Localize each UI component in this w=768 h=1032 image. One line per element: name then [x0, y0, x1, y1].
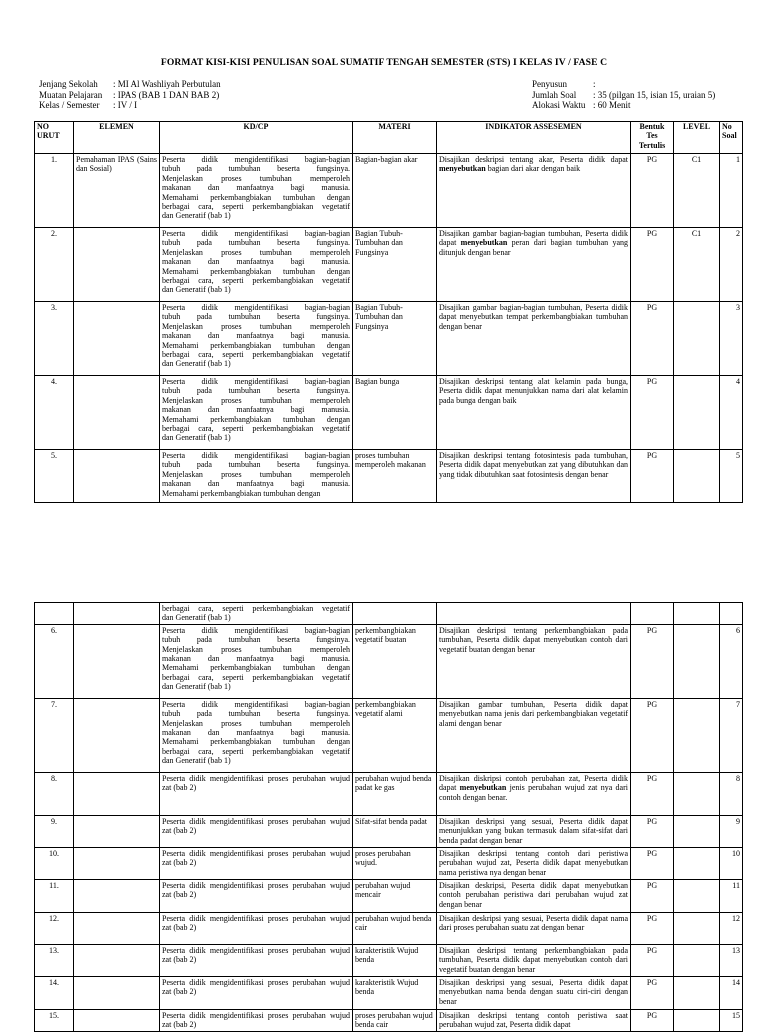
meta-key: Penyusun	[532, 79, 568, 89]
cell-no-soal: 3	[720, 302, 743, 376]
meta-key: Jumlah Soal	[532, 89, 577, 100]
meta-value: : 35 (pilgan 15, isian 15, uraian 5)	[593, 89, 716, 100]
table-row	[35, 1009, 743, 1031]
cell-indikator	[437, 450, 631, 503]
indikator-text: Disajikan deskripsi tentang alat kelamin pada bunga, Peserta didik dapat menunjukkan nama dari alat kelamin pada bunga dengan baik	[439, 377, 628, 405]
kd-line: makanan dan manfaatnya bagi manusia.	[162, 331, 350, 341]
cell-no-soal: 8	[720, 772, 743, 815]
indikator-text: Disajikan gambar tumbuhan, Peserta didik dapat menyebutkan nama jenis dari perkembangbiakan vegetatif alami dengan benar	[439, 699, 628, 728]
cell-no: 7.	[35, 698, 74, 772]
kd-line: Memahami perkembangbiakan tumbuhan dengan	[162, 192, 350, 202]
header-indikator: INDIKATOR ASSESEMEN	[437, 122, 631, 154]
kd-line: Peserta didik mengidentifikasi bagian-bagian	[162, 625, 350, 635]
table-row	[35, 847, 743, 879]
kd-line: makanan dan manfaatnya bagi manusia.	[162, 728, 350, 738]
cell-level	[674, 624, 720, 698]
indikator-text: jenis perubahan wujud zat nya dari contoh dengan benar.	[439, 783, 628, 802]
cell-bentuk: PG	[631, 772, 674, 815]
kd-line: Menjelaskan proses tumbuhan memperoleh	[162, 469, 350, 479]
cell-level	[674, 603, 720, 625]
table-row	[35, 976, 743, 1009]
cell-no-soal: 14	[720, 976, 743, 1009]
cell-indikator	[437, 302, 631, 376]
meta-key: Muatan Pelajaran	[39, 89, 103, 100]
meta-key: Jenjang Sekolah	[39, 79, 98, 89]
header-bentuk-tes: Bentuk Tes Tertulis	[631, 122, 674, 154]
cell-materi: Bagian-bagian akar	[353, 154, 437, 228]
table-row	[35, 698, 743, 772]
indikator-emphasis: menyebutkan	[439, 164, 486, 174]
kd-line: dan Generatif (bab 1)	[162, 613, 231, 623]
cell-kd-cp: Peserta didik mengidentifikasi proses perubahan wujud zat (bab 2)	[160, 1009, 353, 1031]
cell-indikator	[437, 847, 631, 879]
kd-line: tubuh pada tumbuhan beserta fungsinya.	[162, 386, 350, 396]
cell-elemen	[74, 847, 160, 879]
cell-elemen	[74, 302, 160, 376]
table-row	[35, 624, 743, 698]
indikator-text: Disajikan deskripsi, Peserta didik dapat menyebutkan contoh perubahan peristiwa dari perubahan wujud zat dengan benar	[439, 880, 628, 909]
cell-no: 15.	[35, 1009, 74, 1031]
cell-bentuk: PG	[631, 624, 674, 698]
table-row	[35, 302, 743, 376]
cell-kd-cp: Peserta didik mengidentifikasi proses perubahan wujud zat (bab 2)	[160, 976, 353, 1009]
indikator-text: Disajikan deskripsi tentang perkembangbiakan pada tumbuhan, Peserta didik dapat menyebutkan contoh dari vegetatif buatan dengan benar	[439, 945, 628, 974]
indikator-emphasis: menyebutkan	[460, 238, 508, 248]
cell-materi: perkembangbiakan vegetatif alami	[353, 698, 437, 772]
kd-line: Memahami perkembangbiakan tumbuhan dengan	[162, 266, 350, 276]
indikator-text: Disajikan deskripsi tentang fotosintesis pada tumbuhan, Peserta didik dapat menyebutkan zat yang dibutuhkan dan yang tidak dibutuhkan saat fotosintesis dengan benar	[439, 451, 628, 479]
cell-materi: perubahan wujud mencair	[353, 879, 437, 912]
indikator-text: Disajikan diskripsi contoh perubahan zat, Peserta didik dapat	[439, 773, 628, 793]
kd-line: berbagai cara, seperti perkembangbiakan vegetatif	[162, 424, 350, 434]
indikator-text: Disajikan deskripsi yang sesuai, Peserta didik dapat menunjukkan yang bukan termasuk dalam sifat-sifat dari benda padat dengan benar	[439, 816, 628, 845]
cell-bentuk: PG	[631, 976, 674, 1009]
kd-line: tubuh pada tumbuhan beserta fungsinya.	[162, 635, 350, 645]
kd-line: Menjelaskan proses tumbuhan memperoleh	[162, 173, 350, 183]
cell-bentuk: PG	[631, 912, 674, 944]
kd-line: Peserta didik mengidentifikasi bagian-bagian	[162, 303, 350, 312]
cell-level	[674, 976, 720, 1009]
kd-line: Menjelaskan proses tumbuhan memperoleh	[162, 321, 350, 331]
cell-elemen: Pemahaman IPAS (Sains dan Sosial)	[74, 154, 160, 228]
kd-line: dan Generatif (bab 1)	[162, 756, 231, 766]
cell-no: 6.	[35, 624, 74, 698]
cell-no-soal: 7	[720, 698, 743, 772]
cell-indikator	[437, 228, 631, 302]
cell-materi: proses tumbuhan memperoleh makanan	[353, 450, 437, 503]
cell-bentuk: PG	[631, 847, 674, 879]
kd-line: berbagai cara, seperti perkembangbiakan vegetatif	[162, 276, 350, 286]
header-no-soal: No Soal	[720, 122, 743, 154]
kd-line: Menjelaskan proses tumbuhan memperoleh	[162, 247, 350, 257]
cell-indikator	[437, 815, 631, 847]
cell-bentuk: PG	[631, 450, 674, 503]
cell-bentuk	[631, 603, 674, 625]
cell-materi: perubahan wujud benda padat ke gas	[353, 772, 437, 815]
cell-bentuk: PG	[631, 376, 674, 450]
kd-line: Peserta didik mengidentifikasi bagian-bagian	[162, 451, 350, 460]
cell-kd-cp	[160, 624, 353, 698]
cell-bentuk: PG	[631, 228, 674, 302]
kd-line: Memahami perkembangbiakan tumbuhan dengan	[162, 488, 321, 498]
kd-line: Peserta didik mengidentifikasi bagian-bagian	[162, 155, 350, 164]
cell-bentuk: PG	[631, 944, 674, 976]
cell-level	[674, 912, 720, 944]
table-row	[35, 912, 743, 944]
cell-materi: proses perubahan wujud.	[353, 847, 437, 879]
indikator-text: Disajikan deskripsi yang sesuai, Peserta didik dapat nama dari proses perubahan suatu zat dengan benar	[439, 913, 628, 933]
kd-line: Peserta didik mengidentifikasi bagian-bagian	[162, 377, 350, 386]
cell-no-soal: 11	[720, 879, 743, 912]
cell-level: C1	[674, 228, 720, 302]
indikator-text: Disajikan deskripsi tentang akar, Peserta didik dapat	[439, 155, 628, 164]
cell-elemen	[74, 944, 160, 976]
cell-kd-cp: Peserta didik mengidentifikasi proses perubahan wujud zat (bab 2)	[160, 815, 353, 847]
cell-materi: perkembangbiakan vegetatif buatan	[353, 624, 437, 698]
cell-no-soal: 10	[720, 847, 743, 879]
indikator-text: peran dari bagian tumbuhan yang ditunjuk dengan benar	[439, 238, 629, 257]
cell-kd-cp: Peserta didik mengidentifikasi proses perubahan wujud zat (bab 2)	[160, 772, 353, 815]
cell-no-soal: 15	[720, 1009, 743, 1031]
meta-key: Kelas / Semester	[39, 100, 100, 110]
cell-bentuk: PG	[631, 698, 674, 772]
cell-indikator	[437, 944, 631, 976]
cell-level	[674, 815, 720, 847]
kd-line: Menjelaskan proses tumbuhan memperoleh	[162, 718, 350, 728]
kd-line: tubuh pada tumbuhan beserta fungsinya.	[162, 460, 350, 470]
cell-indikator	[437, 376, 631, 450]
meta-value: : MI Al Washliyah Perbutulan	[113, 79, 221, 89]
cell-indikator	[437, 912, 631, 944]
cell-no-soal: 12	[720, 912, 743, 944]
cell-no: 3.	[35, 302, 74, 376]
cell-elemen	[74, 450, 160, 503]
cell-kd-cp	[160, 302, 353, 376]
kd-line: berbagai cara, seperti perkembangbiakan vegetatif	[162, 202, 350, 212]
kd-line: berbagai cara, seperti perkembangbiakan vegetatif	[162, 350, 350, 360]
cell-materi: proses perubahan wujud benda cair	[353, 1009, 437, 1031]
kd-line: dan Generatif (bab 1)	[162, 211, 231, 221]
table-row	[35, 944, 743, 976]
kd-line: Memahami perkembangbiakan tumbuhan dengan	[162, 663, 350, 673]
cell-no-soal	[720, 603, 743, 625]
indikator-text: Disajikan gambar bagian-bagian tumbuhan, Peserta didik dapat	[439, 229, 628, 248]
cell-indikator	[437, 1009, 631, 1031]
table-row	[35, 772, 743, 815]
header-materi: MATERI	[353, 122, 437, 154]
cell-materi: karakteristik Wujud benda	[353, 976, 437, 1009]
meta-value: : IV / I	[113, 100, 138, 110]
cell-elemen	[74, 698, 160, 772]
cell-no-soal: 9	[720, 815, 743, 847]
cell-no: 10.	[35, 847, 74, 879]
table-row	[35, 228, 743, 302]
cell-level	[674, 450, 720, 503]
kd-line: makanan dan manfaatnya bagi manusia.	[162, 479, 350, 489]
cell-kd-cp	[160, 154, 353, 228]
cell-level	[674, 698, 720, 772]
cell-elemen	[74, 815, 160, 847]
kd-line: Memahami perkembangbiakan tumbuhan dengan	[162, 340, 350, 350]
cell-kd-cp: Peserta didik mengidentifikasi proses perubahan wujud zat (bab 2)	[160, 847, 353, 879]
cell-elemen	[74, 772, 160, 815]
cell-elemen	[74, 912, 160, 944]
meta-right	[532, 79, 715, 111]
cell-level	[674, 772, 720, 815]
cell-indikator	[437, 879, 631, 912]
kd-line: Menjelaskan proses tumbuhan memperoleh	[162, 395, 350, 405]
cell-kd-cp: Peserta didik mengidentifikasi proses perubahan wujud zat (bab 2)	[160, 944, 353, 976]
kd-line: tubuh pada tumbuhan beserta fungsinya.	[162, 312, 350, 322]
cell-no: 9.	[35, 815, 74, 847]
cell-no-soal: 1	[720, 154, 743, 228]
cell-kd-cp: Peserta didik mengidentifikasi proses perubahan wujud zat (bab 2)	[160, 879, 353, 912]
kd-line: makanan dan manfaatnya bagi manusia.	[162, 183, 350, 193]
cell-materi: karakteristik Wujud benda	[353, 944, 437, 976]
cell-no: 8.	[35, 772, 74, 815]
kd-line: Peserta didik mengidentifikasi bagian-bagian	[162, 699, 350, 709]
kd-line: dan Generatif (bab 1)	[162, 285, 231, 295]
cell-kd-cp	[160, 228, 353, 302]
cell-elemen	[74, 376, 160, 450]
meta-key: Alokasi Waktu	[532, 100, 586, 110]
kd-line: dan Generatif (bab 1)	[162, 359, 231, 369]
indikator-text: Disajikan deskripsi tentang contoh peristiwa saat perubahan wujud zat, Peserta didik dapat	[439, 1010, 628, 1030]
cell-bentuk: PG	[631, 879, 674, 912]
table-row	[35, 154, 743, 228]
kisi-kisi-table-page2	[34, 602, 743, 1032]
cell-no: 14.	[35, 976, 74, 1009]
cell-kd-cp	[160, 698, 353, 772]
kd-line: berbagai cara, seperti perkembangbiakan vegetatif	[162, 746, 350, 756]
header-level: LEVEL	[674, 122, 720, 154]
cell-no-soal: 2	[720, 228, 743, 302]
cell-materi: Sifat-sifat benda padat	[353, 815, 437, 847]
cell-kd-cp	[160, 603, 353, 625]
table-row	[35, 815, 743, 847]
header-elemen: ELEMEN	[74, 122, 160, 154]
cell-no: 2.	[35, 228, 74, 302]
meta-value: : IPAS (BAB 1 DAN BAB 2)	[113, 89, 220, 100]
kd-line: tubuh pada tumbuhan beserta fungsinya.	[162, 164, 350, 174]
header-no-urut: NO URUT	[35, 122, 74, 154]
cell-elemen	[74, 624, 160, 698]
cell-kd-cp	[160, 450, 353, 503]
cell-elemen	[74, 1009, 160, 1031]
cell-no: 1.	[35, 154, 74, 228]
cell-no: 5.	[35, 450, 74, 503]
kd-line: tubuh pada tumbuhan beserta fungsinya.	[162, 709, 350, 719]
kd-line: Memahami perkembangbiakan tumbuhan dengan	[162, 414, 350, 424]
cell-no: 4.	[35, 376, 74, 450]
cell-no-soal: 5	[720, 450, 743, 503]
cell-indikator	[437, 624, 631, 698]
indikator-text: Disajikan deskripsi tentang perkembangbiakan pada tumbuhan, Peserta didik dapat menyebutkan contoh dari vegetatif buatan dengan benar	[439, 625, 628, 654]
cell-indikator	[437, 772, 631, 815]
cell-no-soal: 13	[720, 944, 743, 976]
kd-line: makanan dan manfaatnya bagi manusia.	[162, 405, 350, 415]
cell-materi: perubahan wujud benda cair	[353, 912, 437, 944]
kd-line: Menjelaskan proses tumbuhan memperoleh	[162, 644, 350, 654]
cell-no: 11.	[35, 879, 74, 912]
cell-level	[674, 1009, 720, 1031]
table-row-continuation	[35, 603, 743, 625]
cell-no: 12.	[35, 912, 74, 944]
cell-materi: Bagian Tubuh-Tumbuhan dan Fungsinya	[353, 228, 437, 302]
cell-level	[674, 879, 720, 912]
meta-value: :	[593, 79, 596, 89]
cell-level	[674, 847, 720, 879]
cell-elemen	[74, 879, 160, 912]
indikator-text: Disajikan gambar bagian-bagian tumbuhan, Peserta didik dapat menyebutkan tempat perkembangbiakan tumbuhan dengan benar	[439, 303, 628, 331]
cell-level	[674, 376, 720, 450]
document-title: FORMAT KISI-KISI PENULISAN SOAL SUMATIF TENGAH SEMESTER (STS) I KELAS IV / FASE C	[160, 57, 608, 68]
kisi-kisi-table-page1	[34, 121, 743, 503]
cell-indikator	[437, 603, 631, 625]
kd-line: dan Generatif (bab 1)	[162, 682, 231, 692]
cell-bentuk: PG	[631, 1009, 674, 1031]
cell-materi	[353, 603, 437, 625]
cell-no-soal: 4	[720, 376, 743, 450]
cell-materi: Bagian Tubuh-Tumbuhan dan Fungsinya	[353, 302, 437, 376]
cell-indikator	[437, 976, 631, 1009]
cell-indikator	[437, 154, 631, 228]
kd-line: makanan dan manfaatnya bagi manusia.	[162, 654, 350, 664]
cell-elemen	[74, 976, 160, 1009]
kd-line: makanan dan manfaatnya bagi manusia.	[162, 257, 350, 267]
cell-level	[674, 944, 720, 976]
cell-level	[674, 302, 720, 376]
kd-line: Peserta didik mengidentifikasi bagian-bagian	[162, 229, 350, 238]
cell-elemen	[74, 228, 160, 302]
kd-line: tubuh pada tumbuhan beserta fungsinya.	[162, 238, 350, 248]
cell-bentuk: PG	[631, 302, 674, 376]
table-row	[35, 376, 743, 450]
cell-level: C1	[674, 154, 720, 228]
table-row	[35, 450, 743, 503]
indikator-emphasis: menyebutkan	[459, 783, 507, 793]
meta-left	[39, 79, 221, 111]
cell-bentuk: PG	[631, 815, 674, 847]
cell-no-soal: 6	[720, 624, 743, 698]
kd-line: berbagai cara, seperti perkembangbiakan vegetatif	[162, 672, 350, 682]
cell-materi: Bagian bunga	[353, 376, 437, 450]
kd-line: berbagai cara, seperti perkembangbiakan vegetatif	[162, 604, 350, 613]
table-row	[35, 879, 743, 912]
meta-value: : 60 Menit	[593, 100, 631, 110]
cell-bentuk: PG	[631, 154, 674, 228]
kd-line: dan Generatif (bab 1)	[162, 433, 231, 443]
cell-elemen	[74, 603, 160, 625]
kd-line: Memahami perkembangbiakan tumbuhan dengan	[162, 737, 350, 747]
cell-no: 13.	[35, 944, 74, 976]
indikator-text: Disajikan deskripsi tentang contoh dari peristiwa perubahan wujud zat, Peserta didik dapat menyebutkan nama peristiwa nya dengan benar	[439, 848, 628, 877]
cell-kd-cp: Peserta didik mengidentifikasi proses perubahan wujud zat (bab 2)	[160, 912, 353, 944]
header-kd-cp: KD/CP	[160, 122, 353, 154]
cell-no	[35, 603, 74, 625]
cell-indikator	[437, 698, 631, 772]
indikator-text: bagian dari akar dengan baik	[485, 164, 581, 174]
indikator-text: Disajikan deskripsi yang sesuai, Peserta didik dapat menyebutkan nama benda dengan suatu ciri-ciri dengan benar	[439, 977, 628, 1006]
cell-kd-cp	[160, 376, 353, 450]
